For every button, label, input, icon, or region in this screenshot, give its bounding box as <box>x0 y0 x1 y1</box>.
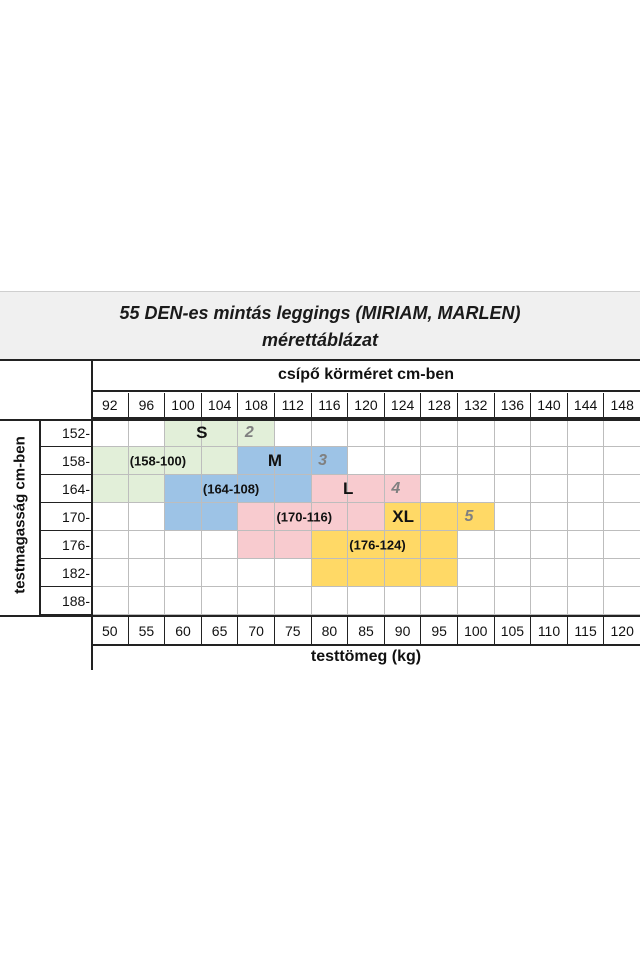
grid-cell <box>604 587 640 615</box>
hip-value-cell: 140 <box>531 393 568 419</box>
frame-line <box>39 419 41 615</box>
weight-value-cell: 60 <box>165 617 202 646</box>
height-value-cell: 170- <box>40 503 92 531</box>
grid-cell <box>568 559 605 587</box>
grid-cell <box>568 447 605 475</box>
weight-value-cell: 105 <box>495 617 532 646</box>
grid-cell <box>531 503 568 531</box>
grid-cell <box>421 531 458 559</box>
grid-cell <box>275 419 312 447</box>
height-value-cell: 164- <box>40 475 92 503</box>
hip-value-cell: 108 <box>238 393 275 419</box>
grid-cell <box>458 503 495 531</box>
grid-cell <box>458 447 495 475</box>
size-number-m: 3 <box>318 452 328 469</box>
grid-cell <box>495 559 532 587</box>
hip-value-cell: 136 <box>495 393 532 419</box>
grid-cell <box>312 447 349 475</box>
grid-cell <box>568 503 605 531</box>
chart-subtitle: mérettáblázat <box>261 330 379 350</box>
grid-cell <box>129 419 166 447</box>
grid-cell <box>348 447 385 475</box>
grid-cell <box>458 559 495 587</box>
size-number-xl: 5 <box>464 508 474 525</box>
grid-cell <box>495 475 532 503</box>
grid-cell <box>495 531 532 559</box>
grid-cell <box>202 559 239 587</box>
grid-cell <box>275 531 312 559</box>
grid-cell <box>202 447 239 475</box>
frame-line <box>0 615 640 617</box>
grid-cell <box>421 559 458 587</box>
hip-value-cell: 132 <box>458 393 495 419</box>
grid-cell <box>238 531 275 559</box>
grid-cell <box>421 503 458 531</box>
grid-cell <box>129 475 166 503</box>
hip-value-cell: 96 <box>129 393 166 419</box>
grid-cell <box>129 587 166 615</box>
frame-line <box>0 419 640 421</box>
hip-value-cell: 148 <box>604 393 640 419</box>
hip-value-cell: 128 <box>421 393 458 419</box>
hip-value-cell: 112 <box>275 393 312 419</box>
grid-cell <box>385 447 422 475</box>
weight-value-cell: 80 <box>312 617 349 646</box>
grid-cell <box>421 587 458 615</box>
hip-value-cell: 100 <box>165 393 202 419</box>
grid-cell <box>604 419 640 447</box>
grid-cell <box>238 559 275 587</box>
grid-cell <box>275 475 312 503</box>
frame-line <box>91 361 93 670</box>
grid-cell <box>92 447 129 475</box>
hip-value-cell: 120 <box>348 393 385 419</box>
grid-cell <box>92 587 129 615</box>
height-value-cell: 152- <box>40 419 92 447</box>
grid-cell <box>238 419 275 447</box>
grid-cell <box>348 587 385 615</box>
size-number-l: 4 <box>391 480 401 497</box>
grid-cell <box>385 587 422 615</box>
grid-cell <box>165 531 202 559</box>
grid-cell <box>238 587 275 615</box>
size-label-xl: XL <box>392 507 414 526</box>
grid-cell <box>92 419 129 447</box>
grid-cell <box>92 559 129 587</box>
grid-cell <box>421 419 458 447</box>
weight-value-cell: 90 <box>385 617 422 646</box>
grid-cell <box>568 419 605 447</box>
grid-cell <box>604 531 640 559</box>
size-range-m: (164-108) <box>202 481 260 497</box>
size-range-l: (170-116) <box>276 509 333 525</box>
grid-cell <box>165 559 202 587</box>
grid-cell <box>421 475 458 503</box>
height-value-cell: 158- <box>40 447 92 475</box>
grid-cell <box>568 475 605 503</box>
grid-cell <box>531 419 568 447</box>
height-axis-label: testmagasság cm-ben <box>11 436 29 594</box>
height-value-cell: 188- <box>40 587 92 615</box>
grid-cell <box>385 475 422 503</box>
grid-cell <box>312 587 349 615</box>
weight-value-cell: 75 <box>275 617 312 646</box>
weight-value-cell: 120 <box>604 617 640 646</box>
grid-cell <box>165 503 202 531</box>
weight-value-cell: 55 <box>129 617 166 646</box>
weight-value-cell: 50 <box>92 617 129 646</box>
weight-value-cell: 70 <box>238 617 275 646</box>
grid-cell <box>385 419 422 447</box>
grid-cell <box>604 447 640 475</box>
grid-cell <box>202 587 239 615</box>
hip-value-cell: 144 <box>568 393 605 419</box>
grid-cell <box>604 503 640 531</box>
weight-axis-label: testtömeg (kg) <box>310 648 422 665</box>
grid-cell <box>165 475 202 503</box>
size-number-s: 2 <box>244 424 254 441</box>
grid-cell <box>385 559 422 587</box>
hip-value-cell: 124 <box>385 393 422 419</box>
grid-cell <box>92 503 129 531</box>
grid-cell <box>495 503 532 531</box>
grid-cell <box>165 587 202 615</box>
grid-cell <box>202 531 239 559</box>
grid-cell <box>531 475 568 503</box>
grid-cell <box>129 531 166 559</box>
grid-cell <box>129 503 166 531</box>
grid-cell <box>495 587 532 615</box>
grid-cell <box>495 447 532 475</box>
grid-cell <box>531 447 568 475</box>
height-value-cell: 182- <box>40 559 92 587</box>
grid-cell <box>348 419 385 447</box>
grid-cell <box>495 419 532 447</box>
hip-value-cell: 116 <box>312 393 349 419</box>
hip-axis-label: csípő körméret cm-ben <box>277 366 455 383</box>
grid-cell <box>458 531 495 559</box>
grid-cell <box>275 587 312 615</box>
size-label-l: L <box>342 479 354 498</box>
size-range-xl: (176-124) <box>349 537 406 553</box>
grid-cell <box>458 587 495 615</box>
grid-cell <box>421 447 458 475</box>
weight-value-cell: 115 <box>568 617 605 646</box>
size-label-m: M <box>267 451 283 470</box>
weight-value-cell: 85 <box>348 617 385 646</box>
grid-cell <box>531 587 568 615</box>
grid-cell <box>604 559 640 587</box>
grid-cell <box>568 531 605 559</box>
hip-value-cell: 92 <box>92 393 129 419</box>
frame-line <box>92 390 640 392</box>
grid-cell <box>604 475 640 503</box>
height-value-cell: 176- <box>40 531 92 559</box>
grid-cell <box>568 587 605 615</box>
grid-cell <box>312 559 349 587</box>
grid-cell <box>275 559 312 587</box>
grid-cell <box>458 475 495 503</box>
weight-value-cell: 110 <box>531 617 568 646</box>
grid-cell <box>531 531 568 559</box>
grid-cell <box>92 475 129 503</box>
grid-cell <box>238 503 275 531</box>
grid-cell <box>92 531 129 559</box>
grid-cell <box>129 559 166 587</box>
grid-cell <box>531 559 568 587</box>
size-label-s: S <box>196 423 208 442</box>
grid-cell <box>348 559 385 587</box>
size-range-s: (158-100) <box>129 453 187 469</box>
grid-cell <box>312 419 349 447</box>
hip-value-cell: 104 <box>202 393 239 419</box>
weight-value-cell: 100 <box>458 617 495 646</box>
grid-cell <box>458 419 495 447</box>
grid-cell <box>348 475 385 503</box>
grid-cell <box>312 531 349 559</box>
grid-cell <box>202 503 239 531</box>
chart-title: 55 DEN-es mintás leggings (MIRIAM, MARLEN) <box>119 303 521 323</box>
weight-value-cell: 95 <box>421 617 458 646</box>
grid-cell <box>348 503 385 531</box>
weight-value-cell: 65 <box>202 617 239 646</box>
